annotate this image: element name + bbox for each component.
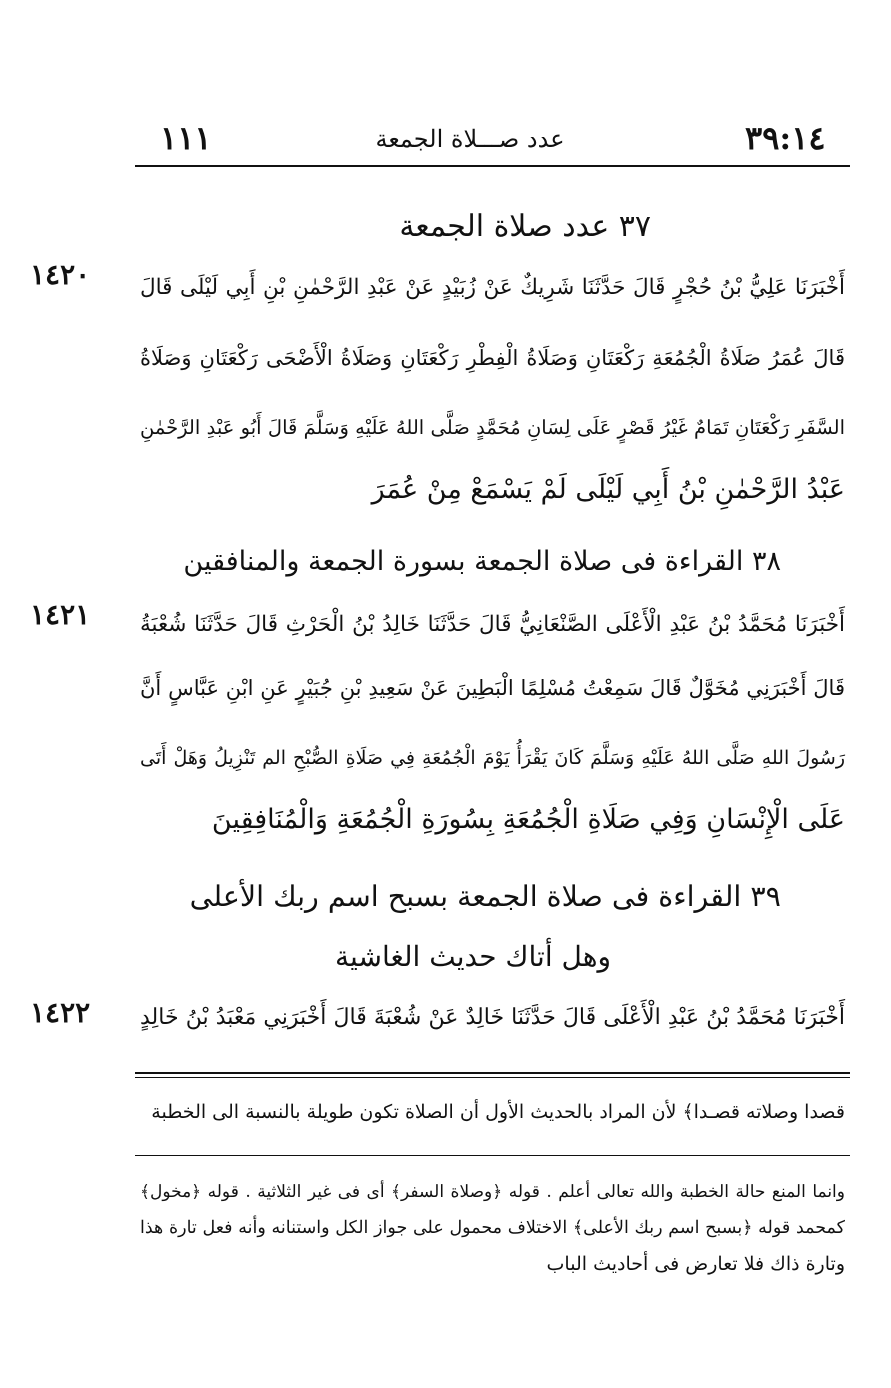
hadith-1421-line-4: عَلَى الْإِنْسَانِ وَفِي صَلَاةِ الْجُمُعَةِ بِسُورَةِ الْجُمُعَةِ وَالْمُنَافِقِينَ	[211, 804, 845, 835]
footnote-rule-mid	[135, 1155, 850, 1156]
chapter-38-title: ٣٨ القراءة فى صلاة الجمعة بسورة الجمعة والمنافقين	[183, 546, 781, 577]
chapter-39-title: ٣٩ القراءة فى صلاة الجمعة بسبح اسم ربك الأعلى	[189, 880, 781, 913]
header-rule	[135, 165, 850, 167]
footnote-rule-top-2	[135, 1077, 850, 1078]
chapter-39-subtitle: وهل أتاك حديث الغاشية	[335, 940, 611, 973]
footnote-line-1: وانما المنع حالة الخطبة والله تعالى أعلم . قوله ﴿وصلاة السفر﴾ أى فى غير الثلاثية . قوله ﴿مخول﴾	[140, 1182, 845, 1202]
hadith-1420-line-1: أَخْبَرَنَا عَلِيُّ بْنُ حُجْرٍ قَالَ حَدَّثَنَا شَرِيكٌ عَنْ زُبَيْدٍ عَنْ عَبْدِ الرَّحْمٰنِ بْنِ أَبِي لَيْلَى قَالَ	[140, 275, 845, 300]
hadith-1422-line-1: أَخْبَرَنَا مُحَمَّدُ بْنُ عَبْدِ الْأَعْلَى قَالَ حَدَّثَنَا خَالِدٌ عَنْ شُعْبَةَ قَالَ أَخْبَرَنِي مَعْبَدُ بْنُ خَالِدٍ	[140, 1005, 845, 1030]
hadith-number-1422: ١٤٢٢	[30, 996, 91, 1029]
hadith-number-1420: ١٤٢٠	[30, 258, 91, 291]
chapter-reference: ٣٩:١٤	[745, 119, 826, 157]
running-title: عدد صـــلاة الجمعة	[375, 125, 565, 153]
hadith-1420-line-4: عَبْدُ الرَّحْمٰنِ بْنُ أَبِي لَيْلَى لَمْ يَسْمَعْ مِنْ عُمَرَ	[371, 474, 845, 505]
chapter-37-title: ٣٧ عدد صلاة الجمعة	[399, 209, 651, 244]
hadith-1421-line-1: أَخْبَرَنَا مُحَمَّدُ بْنُ عَبْدِ الْأَعْلَى الصَّنْعَانِيُّ قَالَ حَدَّثَنَا خَالِدُ بْنُ الْحَرْثِ قَالَ حَدَّثَنَا شُعْبَةُ	[140, 612, 845, 637]
page-number: ١١١	[160, 119, 212, 157]
hadith-number-1421: ١٤٢١	[30, 598, 91, 631]
hadith-1421-line-2: قَالَ أَخْبَرَنِي مُخَوَّلٌ قَالَ سَمِعْتُ مُسْلِمًا الْبَطِينَ عَنْ سَعِيدِ بْنِ جُبَيْرٍ عَنِ ابْنِ عَبَّاسٍ أَنَّ	[140, 676, 845, 700]
hadith-1421-line-3: رَسُولَ اللهِ صَلَّى اللهُ عَلَيْهِ وَسَلَّمَ كَانَ يَقْرَأُ يَوْمَ الْجُمُعَةِ فِي صَلَاةِ الصُّبْحِ الم تَنْزِيلُ وَهَلْ أَتَى	[140, 747, 845, 769]
footnote-main: قصدا وصلاته قصـدا﴾ لأن المراد بالحديث الأول أن الصلاة تكون طويلة بالنسبة الى الخطبة	[151, 1101, 845, 1123]
hadith-1420-line-3: السَّفَرِ رَكْعَتَانِ تَمَامٌ غَيْرُ قَصْرٍ عَلَى لِسَانِ مُحَمَّدٍ صَلَّى اللهُ عَلَيْهِ وَسَلَّمَ قَالَ أَبُو عَبْدِ الرَّحْمٰنِ	[140, 416, 845, 439]
hadith-1420-line-2: قَالَ عُمَرُ صَلَاةُ الْجُمُعَةِ رَكْعَتَانِ وَصَلَاةُ الْفِطْرِ رَكْعَتَانِ وَصَلَاةُ الْأَضْحَى رَكْعَتَانِ وَصَلَاةُ	[140, 346, 845, 370]
footnote-line-3: وتارة ذاك فلا تعارض فى أحاديث الباب	[546, 1253, 845, 1275]
footnote-rule-top	[135, 1072, 850, 1074]
footnote-line-2: كمحمد قوله ﴿بسبح اسم ربك الأعلى﴾ الاختلاف محمول على جواز الكل واستنانه وأنه فعل تارة هذا	[140, 1218, 845, 1238]
